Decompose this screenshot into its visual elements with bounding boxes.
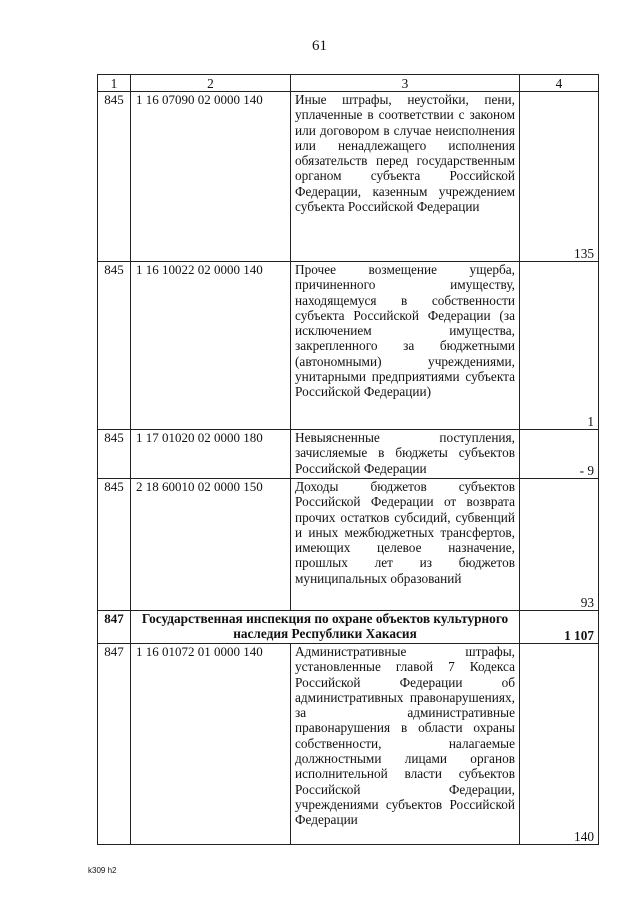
table-row: [98, 430, 599, 479]
table-row: [98, 92, 599, 262]
income-name-text: Административные штрафы, установленные главой 7 Кодекса Российской Федерации об административных правонарушениях, за административные правонарушения в области охраны собственности, налагаемые должностными лицами органов исполнительной власти субъектов Российской Федерации, учреждениями субъектов Российской Федерации: [295, 644, 515, 828]
table-row: [98, 479, 599, 611]
header-cell-4: 4: [520, 75, 599, 92]
section-title-cell: Государственная инспекция по охране объектов культурного наследия Республики Хакасия: [131, 611, 520, 644]
table-header-row: [98, 75, 599, 92]
income-name-cell: [291, 644, 520, 845]
admin-code-cell: 845: [98, 262, 131, 430]
income-name-text: Доходы бюджетов субъектов Российской Федерации от возврата прочих остатков субсидий, субвенций и иных межбюджетных трансфертов, имеющих целевое назначение, прошлых лет из бюджетов муниципальных образований: [295, 479, 515, 586]
document-footer-code: k309 h2: [88, 866, 117, 875]
page-number: 61: [312, 38, 327, 54]
section-amount-cell: 1 107: [520, 611, 599, 644]
admin-code-cell: 845: [98, 430, 131, 479]
budget-code-cell: 1 16 07090 02 0000 140: [131, 92, 291, 262]
amount-cell: 140: [520, 644, 599, 845]
header-cell-2: 2: [131, 75, 291, 92]
income-name-text: Иные штрафы, неустойки, пени, уплаченные в соответствии с законом или договором в случае неисполнения или ненадлежащего исполнения обязательств перед государственным органом субъекта Российской Федерации, казенным учреждением субъекта Российской Федерации: [295, 92, 515, 215]
admin-code-cell: 845: [98, 479, 131, 611]
section-admin-code-cell: 847: [98, 611, 131, 644]
budget-table: [97, 74, 599, 845]
table-row: [98, 262, 599, 430]
income-name-cell: [291, 92, 520, 262]
amount-cell: 1: [520, 262, 599, 430]
budget-code-cell: 2 18 60010 02 0000 150: [131, 479, 291, 611]
header-cell-1: 1: [98, 75, 131, 92]
income-name-cell: [291, 262, 520, 430]
income-name-cell: [291, 479, 520, 611]
budget-code-cell: 1 16 01072 01 0000 140: [131, 644, 291, 845]
admin-code-cell: 845: [98, 92, 131, 262]
amount-cell: - 9: [520, 430, 599, 479]
header-cell-3: 3: [291, 75, 520, 92]
budget-code-cell: 1 17 01020 02 0000 180: [131, 430, 291, 479]
income-name-text: Невыясненные поступления, зачисляемые в бюджеты субъектов Российской Федерации: [295, 430, 515, 476]
amount-cell: 93: [520, 479, 599, 611]
income-name-text: Прочее возмещение ущерба, причиненного имуществу, находящемуся в собственности субъекта Российской Федерации (за исключением имущества, закрепленного за бюджетными (автономными) учреждениями, унитарными предприятиями субъекта Российской Федерации): [295, 262, 515, 400]
table-row: [98, 644, 599, 845]
amount-cell: 135: [520, 92, 599, 262]
admin-code-cell: 847: [98, 644, 131, 845]
budget-code-cell: 1 16 10022 02 0000 140: [131, 262, 291, 430]
income-name-cell: [291, 430, 520, 479]
section-header-row: [98, 611, 599, 644]
